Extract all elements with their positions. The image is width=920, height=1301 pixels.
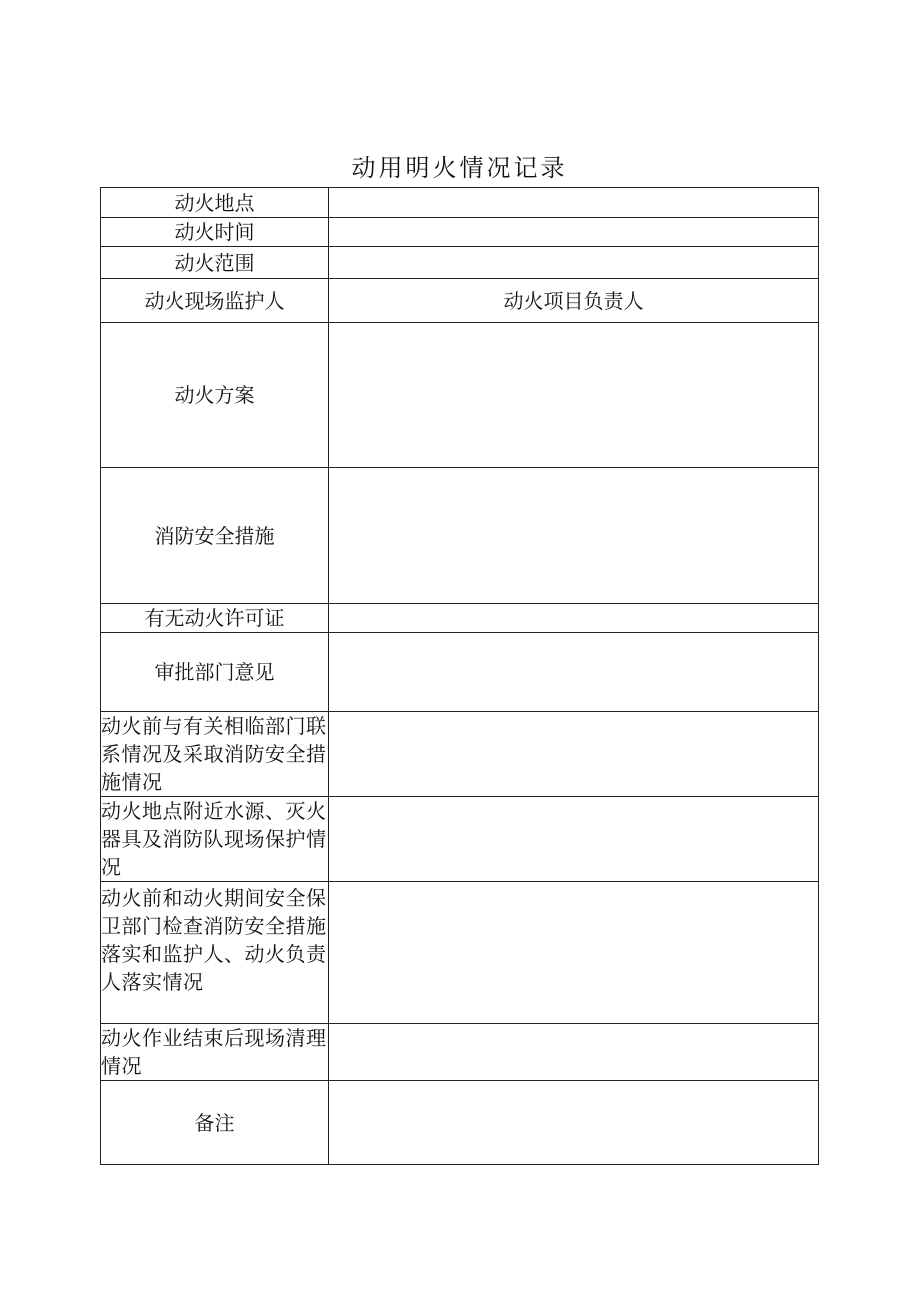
row-fire-safety [101, 468, 819, 604]
row-scope [101, 247, 819, 279]
project-leader-label: 动火项目负责人 [329, 279, 819, 323]
approval-label: 审批部门意见 [101, 633, 329, 712]
row-pre-contact [101, 712, 819, 797]
fire-safety-field[interactable] [329, 468, 819, 604]
fire-record-form [100, 187, 819, 1165]
security-check-field[interactable] [329, 882, 819, 1024]
approval-field[interactable] [329, 633, 819, 712]
water-source-field[interactable] [329, 797, 819, 882]
document-title: 动用明火情况记录 [351, 154, 568, 182]
row-plan [101, 323, 819, 468]
row-supervisor [101, 279, 819, 323]
row-remarks [101, 1081, 819, 1165]
time-label: 动火时间 [101, 218, 329, 247]
plan-label: 动火方案 [101, 323, 329, 468]
cleanup-label: 动火作业结束后现场清理情况 [101, 1024, 329, 1081]
permit-field[interactable] [329, 604, 819, 633]
scope-field[interactable] [329, 247, 819, 279]
pre-contact-label: 动火前与有关相临部门联系情况及采取消防安全措施情况 [101, 712, 329, 797]
pre-contact-field[interactable] [329, 712, 819, 797]
row-security-check [101, 882, 819, 1024]
row-time [101, 218, 819, 247]
location-label: 动火地点 [101, 188, 329, 218]
security-check-label: 动火前和动火期间安全保卫部门检查消防安全措施落实和监护人、动火负责人落实情况 [101, 882, 329, 1024]
cleanup-field[interactable] [329, 1024, 819, 1081]
fire-safety-label: 消防安全措施 [101, 468, 329, 604]
time-field[interactable] [329, 218, 819, 247]
location-field[interactable] [329, 188, 819, 218]
supervisor-label: 动火现场监护人 [101, 279, 329, 323]
row-permit [101, 604, 819, 633]
row-approval [101, 633, 819, 712]
water-source-label: 动火地点附近水源、灭火器具及消防队现场保护情况 [101, 797, 329, 882]
scope-label: 动火范围 [101, 247, 329, 279]
remarks-field[interactable] [329, 1081, 819, 1165]
row-location [101, 188, 819, 218]
row-water-source [101, 797, 819, 882]
permit-label: 有无动火许可证 [101, 604, 329, 633]
plan-field[interactable] [329, 323, 819, 468]
row-cleanup [101, 1024, 819, 1081]
remarks-label: 备注 [101, 1081, 329, 1165]
